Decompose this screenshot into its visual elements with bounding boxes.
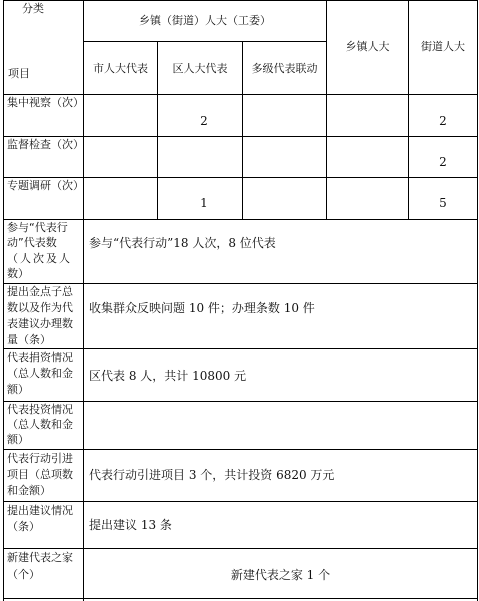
row-label-investment-2: （总人数和金 (7, 418, 73, 431)
row-label-suggestions-1: 提出金点子总 (7, 285, 73, 298)
row-label-participation-4: 数） (7, 267, 29, 280)
cell-suggestions-content: 收集群众反映问题 10 件；办理条数 10 件 (89, 301, 315, 315)
row-label-donation-3: 额） (7, 383, 29, 396)
col-header-multilevel: 多级代表联动 (251, 62, 318, 75)
cell-inspection-subdistrict: 2 (439, 114, 447, 128)
row-label-projects-2: 项目（总项数 (7, 468, 73, 481)
row-line-5 (3, 348, 478, 349)
cell-projects-content: 代表行动引进项目 3 个，共计投资 6820 万元 (89, 468, 335, 482)
cell-research-district: 1 (200, 196, 208, 210)
row-label-participation-2: 动”代表数 (7, 236, 57, 249)
row-line-7 (3, 449, 478, 450)
cell-proposals-content: 提出建议 13 条 (89, 518, 172, 532)
col-line-township (408, 0, 409, 219)
row-label-investment-3: 额） (7, 433, 29, 446)
group-title: 乡镇（街道）人大（工委） (139, 14, 271, 27)
row-line-9 (3, 548, 478, 549)
row-label-projects-3: 和金额） (7, 484, 51, 497)
row-line-2 (3, 177, 478, 178)
col-header-district: 区人大代表 (172, 62, 228, 75)
row-line-6 (3, 401, 478, 402)
row-line-subheader (83, 41, 327, 42)
corner-bottom-label: 项目 (8, 67, 30, 80)
cell-inspection-district: 2 (200, 114, 208, 128)
cell-supervision-subdistrict: 2 (439, 155, 447, 169)
corner-top-label: 分类 (22, 2, 44, 15)
row-label-homes-2: （个） (7, 568, 40, 581)
col-header-city: 市人大代表 (93, 62, 148, 75)
cell-research-subdistrict: 5 (439, 196, 447, 210)
border-left (3, 0, 4, 601)
row-label-donation-2: （总人数和金 (7, 367, 73, 380)
row-line-header (3, 94, 478, 95)
row-line-3 (3, 219, 478, 220)
row-label-investment-1: 代表投资情况 (7, 403, 73, 416)
col-header-subdistrict: 街道人大 (421, 40, 465, 53)
cell-donation-content: 区代表 8 人，共计 10800 元 (89, 369, 247, 383)
row-label-suggestions-4: 量（条） (7, 333, 51, 346)
border-right (477, 0, 478, 601)
row-label-donation-1: 代表捐资情况 (7, 351, 73, 364)
row-label-proposals-1: 提出建议情况 (7, 504, 73, 517)
row-label-inspection: 集中视察（次） (7, 96, 84, 109)
row-line-1 (3, 136, 478, 137)
row-line-bottom (3, 598, 478, 599)
row-line-8 (3, 501, 478, 502)
row-line-top (3, 0, 478, 1)
row-label-suggestions-2: 数以及作为代 (7, 301, 73, 314)
row-label-participation-1: 参与“代表行 (7, 221, 68, 234)
row-label-participation-3: （人次及人 (7, 252, 72, 265)
cell-participation-content: 参与“代表行动”18 人次，8 位代表 (89, 236, 276, 250)
row-label-proposals-2: （条） (7, 520, 40, 533)
row-label-projects-1: 代表行动引进 (7, 452, 73, 465)
row-label-homes-1: 新建代表之家 (7, 551, 73, 564)
row-line-4 (3, 283, 478, 284)
row-label-suggestions-3: 表建议办理数 (7, 317, 73, 330)
col-header-township: 乡镇人大 (345, 40, 390, 53)
row-label-research: 专题调研（次） (7, 179, 84, 192)
row-label-supervision: 监督检查（次） (7, 138, 84, 151)
col-line-group-right (326, 0, 327, 219)
cell-homes-content: 新建代表之家 1 个 (230, 568, 331, 582)
col-line-label (83, 0, 84, 601)
